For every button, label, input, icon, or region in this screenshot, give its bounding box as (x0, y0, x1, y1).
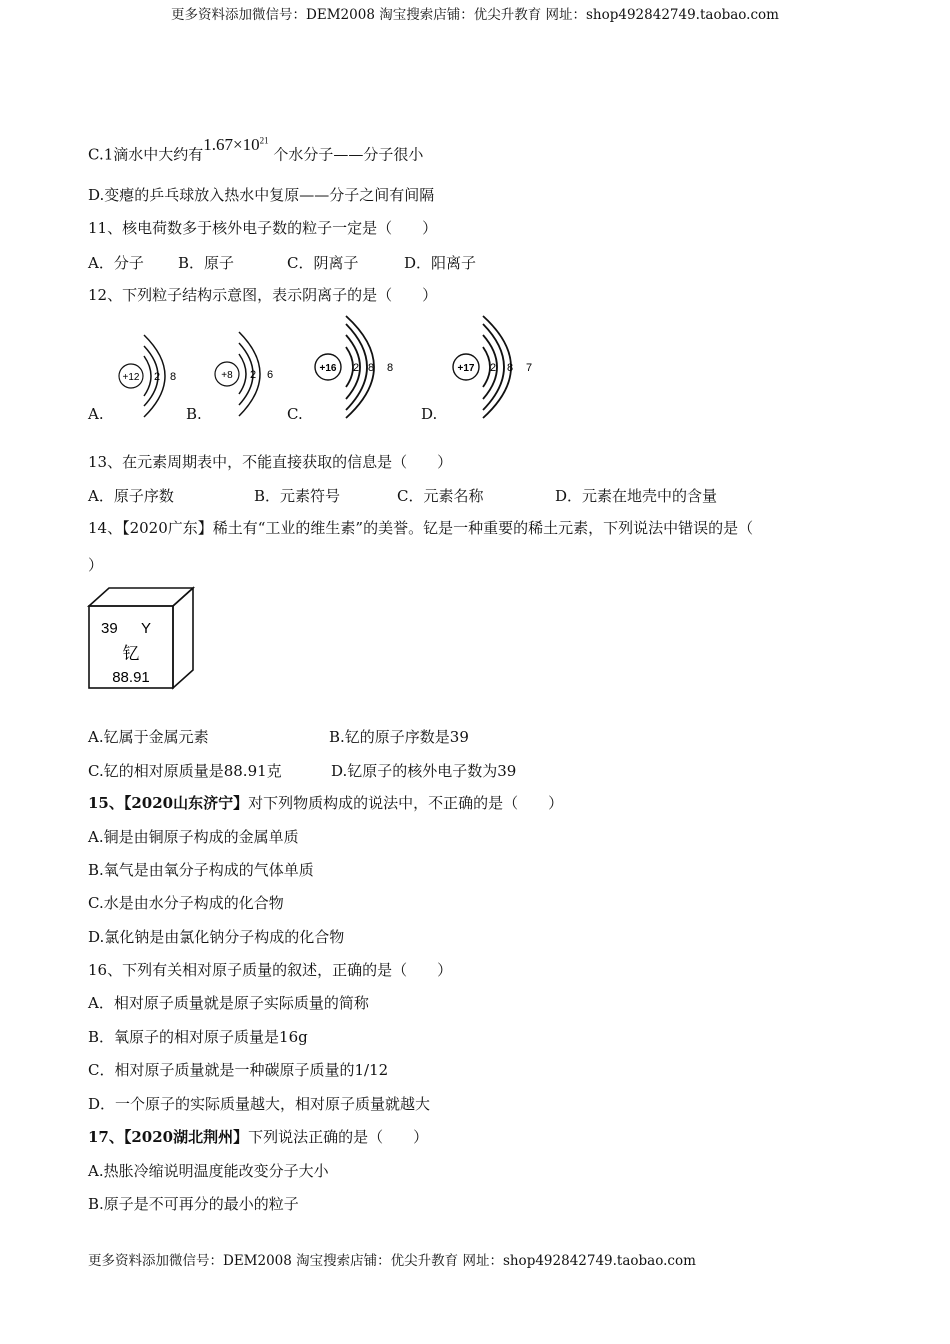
q13-option-c: C．元素名称 (397, 487, 484, 505)
q15-option-c: C.水是由水分子构成的化合物 (88, 894, 284, 912)
atom-diagram-c (310, 315, 410, 420)
shell-electrons: 2 (352, 362, 360, 374)
q17-stem-text: 下列说法正确的是（ ） (248, 1128, 429, 1146)
shell-electrons: 8 (386, 362, 394, 374)
q12-label-b: B. (186, 405, 202, 423)
q13-stem: 13、在元素周期表中，不能直接获取的信息是（ ） (88, 453, 453, 471)
shell-electrons: 7 (525, 362, 533, 374)
q10-c-prefix: C.1滴水中大约有 (88, 145, 204, 164)
nucleus-charge: +16 (319, 363, 337, 374)
q16-option-d: D．一个原子的实际质量越大，相对原子质量就越大 (88, 1095, 431, 1113)
q15-number: 15、 (88, 794, 124, 812)
q10-sci-number (203, 135, 268, 154)
electron-shell (144, 356, 151, 396)
electron-shell (346, 347, 353, 387)
page-header: 更多资料添加微信号：DEM2008 淘宝搜索店铺：优尖升教育 网址：shop492842749.taobao.com (171, 7, 779, 23)
q13-option-a: A．原子序数 (88, 487, 174, 505)
shell-electrons: 6 (266, 369, 274, 381)
q12-stem: 12、下列粒子结构示意图，表示阴离子的是（ ） (88, 286, 438, 304)
nucleus-charge: +8 (221, 370, 233, 381)
nucleus-charge: +12 (122, 372, 140, 383)
q11-option-b: B．原子 (178, 254, 235, 272)
q10-option-c (88, 134, 424, 165)
shell-electrons: 2 (489, 362, 497, 374)
q10-times: ×10 (233, 134, 260, 154)
atomic-number: 39 (101, 620, 118, 637)
q16-option-a: A．相对原子质量就是原子实际质量的简称 (88, 994, 369, 1012)
q12-label-c: C. (287, 405, 303, 423)
q15-option-d: D.氯化钠是由氯化钠分子构成的化合物 (88, 928, 345, 946)
electron-shell (239, 354, 246, 394)
q14-stem: 14、【2020广东】稀土有“工业的维生素”的美誉。钇是一种重要的稀土元素，下列说法中错误的是（ (88, 519, 754, 537)
shell-electrons: 8 (506, 362, 514, 374)
cube-side (173, 588, 193, 688)
q15-option-a: A.铜是由铜原子构成的金属单质 (88, 828, 299, 846)
q12-label-d: D. (421, 405, 438, 423)
atom-diagram-d (449, 315, 549, 420)
shell-electrons: 2 (153, 371, 161, 383)
q13-option-d: D．元素在地壳中的含量 (555, 487, 718, 505)
q17-source-tag: 【2020湖北荆州】 (123, 1128, 249, 1146)
q11-option-a: A．分子 (88, 254, 144, 272)
q11-option-d: D．阳离子 (404, 254, 477, 272)
q14-option-b: B.钇的原子序数是39 (329, 728, 469, 746)
atomic-mass: 88.91 (112, 669, 150, 686)
q17-number: 17、 (88, 1128, 124, 1146)
q16-option-b: B．氧原子的相对原子质量是16g (88, 1028, 308, 1046)
q11-option-c: C．阴离子 (287, 254, 359, 272)
q15-stem (88, 793, 563, 813)
q10-c-suffix: 个水分子——分子很小 (273, 145, 424, 164)
q11-stem: 11、核电荷数多于核外电子数的粒子一定是（ ） (88, 219, 438, 237)
element-symbol: Y (141, 620, 152, 637)
electron-shell (483, 347, 490, 387)
q15-option-b: B.氧气是由氧分子构成的气体单质 (88, 861, 314, 879)
atom-diagram-a (110, 330, 190, 420)
q17-option-b: B.原子是不可再分的最小的粒子 (88, 1195, 299, 1213)
q17-stem (88, 1127, 428, 1147)
nucleus-charge: +17 (457, 363, 475, 374)
page-footer: 更多资料添加微信号：DEM2008 淘宝搜索店铺：优尖升教育 网址：shop492842749.taobao.com (88, 1253, 696, 1269)
q10-option-d: D.变瘪的乒乓球放入热水中复原——分子之间有间隔 (88, 186, 435, 204)
q16-option-c: C．相对原子质量就是一种碳原子质量的1/12 (88, 1061, 389, 1079)
q13-option-b: B．元素符号 (254, 487, 341, 505)
q14-option-d: D.钇原子的核外电子数为39 (331, 762, 517, 780)
q14-option-c: C.钇的相对原质量是88.91克 (88, 762, 282, 780)
q10-mantissa: 1.67 (203, 134, 234, 154)
element-name: 钇 (122, 644, 140, 663)
q15-source-tag: 【2020山东济宁】 (123, 794, 249, 812)
cube-top (89, 588, 193, 606)
q16-stem: 16、下列有关相对原子质量的叙述，正确的是（ ） (88, 961, 453, 979)
shell-electrons: 2 (249, 369, 257, 381)
q14-stem-end: ） (88, 556, 104, 574)
atom-diagram-b (207, 328, 287, 420)
q10-exponent: 21 (259, 135, 269, 145)
q17-option-a: A.热胀冷缩说明温度能改变分子大小 (88, 1162, 329, 1180)
element-cell-yttrium (86, 586, 196, 692)
shell-electrons: 8 (367, 362, 375, 374)
q14-option-a: A.钇属于金属元素 (88, 728, 209, 746)
q12-label-a: A. (88, 405, 104, 423)
shell-electrons: 8 (169, 371, 177, 383)
q15-stem-text: 对下列物质构成的说法中，不正确的是（ ） (248, 794, 564, 812)
